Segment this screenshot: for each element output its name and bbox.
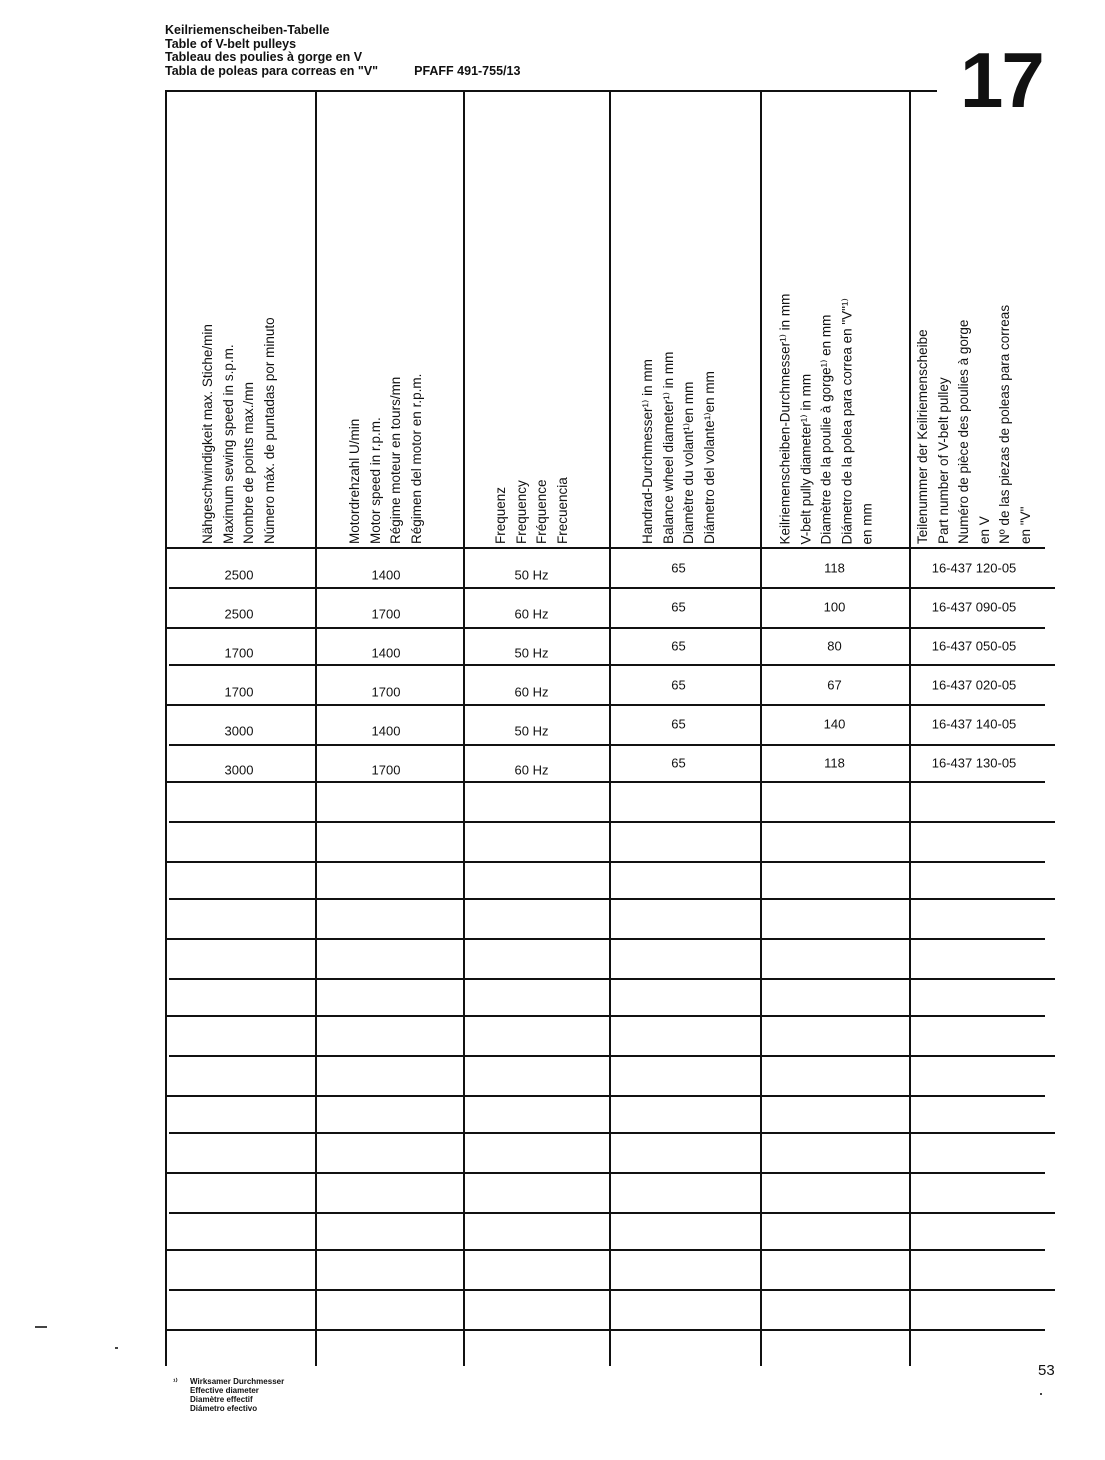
column-header-line: Part number of V-belt pulley [935, 377, 950, 544]
column-header-line: Frequenz [492, 486, 508, 544]
column-header-line: Diamètre du volant¹⁾en mm [680, 381, 696, 544]
scan-speck [1040, 1393, 1042, 1395]
row-rule [169, 978, 1055, 980]
part-number-cell: 16-437 120-05 [931, 560, 1017, 575]
row-rule [165, 704, 1045, 706]
row-rule [169, 664, 1055, 666]
table-cell: 50 Hz [514, 645, 549, 660]
footnote-line: Wirksamer Durchmesser [190, 1377, 285, 1386]
table-cell: 50 Hz [514, 567, 549, 582]
footnote-line: Effective diameter [190, 1386, 259, 1395]
footnote [173, 1377, 285, 1413]
row-rule [165, 938, 1045, 940]
table-cell: 140 [823, 716, 846, 731]
page-number: 53 [1038, 1362, 1055, 1379]
scan-speck [115, 1347, 118, 1349]
column-header-line: Nº de las piezas de poleas para correas [996, 304, 1012, 544]
column-header-line: Handrad-Durchmesser¹⁾ in mm [639, 359, 655, 544]
column-header-line: Régime moteur en tours/mn [388, 376, 403, 544]
part-number-cell: 16-437 090-05 [931, 599, 1017, 614]
part-number-cell: 16-437 050-05 [931, 638, 1017, 653]
column-header-2 [313, 92, 459, 548]
column-header-line: Frecuencia [554, 477, 569, 544]
table-cell: 2500 [224, 606, 254, 621]
table-cell: 100 [823, 599, 846, 614]
column-header-4 [604, 92, 753, 548]
table-cell: 3000 [224, 723, 254, 738]
table-cell: 1700 [224, 645, 254, 660]
column-header-line: Maximum sewing speed in s.p.m. [220, 344, 236, 544]
row-rule [169, 1212, 1055, 1214]
row-rule [165, 1249, 1045, 1251]
table-cell: 2500 [224, 567, 254, 582]
row-rule [165, 861, 1045, 863]
column-header-line: en "V" [1017, 506, 1032, 544]
footnote-mark: ¹⁾ [173, 1377, 178, 1386]
table-cell: 65 [671, 755, 686, 770]
column-header-6 [900, 92, 1048, 548]
table-cell: 65 [671, 560, 686, 575]
table-cell: 3000 [224, 762, 254, 777]
table-cell: 80 [827, 638, 842, 653]
row-rule [165, 627, 1045, 629]
title-en: Table of V-belt pulleys [165, 36, 297, 51]
row-rule [169, 1132, 1055, 1134]
row-rule [169, 744, 1055, 746]
column-header-1 [165, 92, 313, 548]
column-header-line: Diámetro del volante¹⁾en mm [701, 371, 716, 544]
title-block [165, 24, 520, 78]
row-rule [165, 1015, 1045, 1017]
column-header-line: Régimen del motor en r.p.m. [408, 373, 424, 544]
table-cell: 1700 [224, 684, 254, 699]
row-rule [165, 1329, 1045, 1331]
header-rule [165, 547, 1045, 549]
part-number-cell: 16-437 140-05 [931, 716, 1017, 731]
column-header-line: Nähgeschwindigkeit max. Stiche/min [200, 324, 215, 544]
column-header-line: en V [976, 516, 991, 544]
table-cell: 60 Hz [514, 762, 549, 777]
table-cell: 60 Hz [514, 606, 549, 621]
footnote-line: Diámetro efectivo [190, 1404, 258, 1413]
table-cell: 65 [671, 638, 686, 653]
column-header-line: Diámetro de la polea para correa en "V"¹⁾ [838, 297, 854, 544]
column-header-line: Fréquence [533, 479, 549, 544]
column-header-3 [459, 92, 604, 548]
footnote-line: Diamètre effectif [190, 1395, 253, 1404]
column-header-5 [753, 92, 900, 548]
table-cell: 1400 [371, 645, 401, 660]
table-cell: 118 [824, 755, 845, 770]
row-rule [165, 781, 1045, 783]
table-cell: 50 Hz [514, 723, 549, 738]
row-rule [165, 1172, 1045, 1174]
row-rule [169, 587, 1055, 589]
table-cell: 67 [827, 677, 842, 692]
table-cell: 1400 [371, 567, 401, 582]
row-rule [169, 898, 1055, 900]
title-de: Keilriemenscheiben-Tabelle [165, 23, 330, 37]
table-cell: 1700 [371, 606, 401, 621]
table-cell: 65 [671, 599, 686, 614]
scan-speck [35, 1326, 47, 1328]
column-header-line: Balance wheel diameter¹⁾ in mm [660, 351, 675, 544]
title-es: Tabla de poleas para correas en "V" [165, 63, 379, 78]
title-es-line [165, 65, 520, 79]
table-cell: 1400 [371, 723, 401, 738]
table-cell: 65 [671, 716, 686, 731]
column-header-line: Motordrehzahl U/min [347, 418, 362, 544]
column-header-line: V-belt pully diameter¹⁾ in mm [797, 373, 813, 544]
table-cell: 1700 [371, 684, 401, 699]
table-cell: 1700 [371, 762, 401, 777]
column-header-line: en mm [859, 502, 875, 544]
chapter-number: 17 [960, 36, 1043, 124]
column-header-line: Diamètre de la poulie à gorge¹⁾ en mm [818, 314, 834, 544]
column-header-line: Nombre de points max./mn [241, 381, 256, 544]
row-rule [165, 1095, 1045, 1097]
column-header-line: Numéro de pièce des poulies à gorge [955, 319, 971, 544]
table-cell: 65 [671, 677, 686, 692]
part-number-cell: 16-437 020-05 [931, 677, 1017, 692]
column-header-line: Keilriemenscheiben-Durchmesser¹⁾ in mm [777, 293, 793, 544]
column-header-line: Teilenummer der Keilriemenscheibe [914, 329, 930, 544]
column-header-line: Frequency [513, 480, 528, 544]
column-header-line: Motor speed in r.p.m. [367, 417, 383, 544]
table-cell: 118 [824, 560, 845, 575]
model-number: PFAFF 491-755/13 [414, 63, 521, 78]
part-number-cell: 16-437 130-05 [931, 755, 1017, 770]
row-rule [169, 1055, 1055, 1057]
row-rule [169, 1289, 1055, 1291]
row-rule [169, 821, 1055, 823]
column-header-line: Número máx. de puntadas por minuto [261, 317, 277, 544]
title-fr: Tableau des poulies à gorge en V [165, 50, 363, 64]
table-cell: 60 Hz [514, 684, 549, 699]
